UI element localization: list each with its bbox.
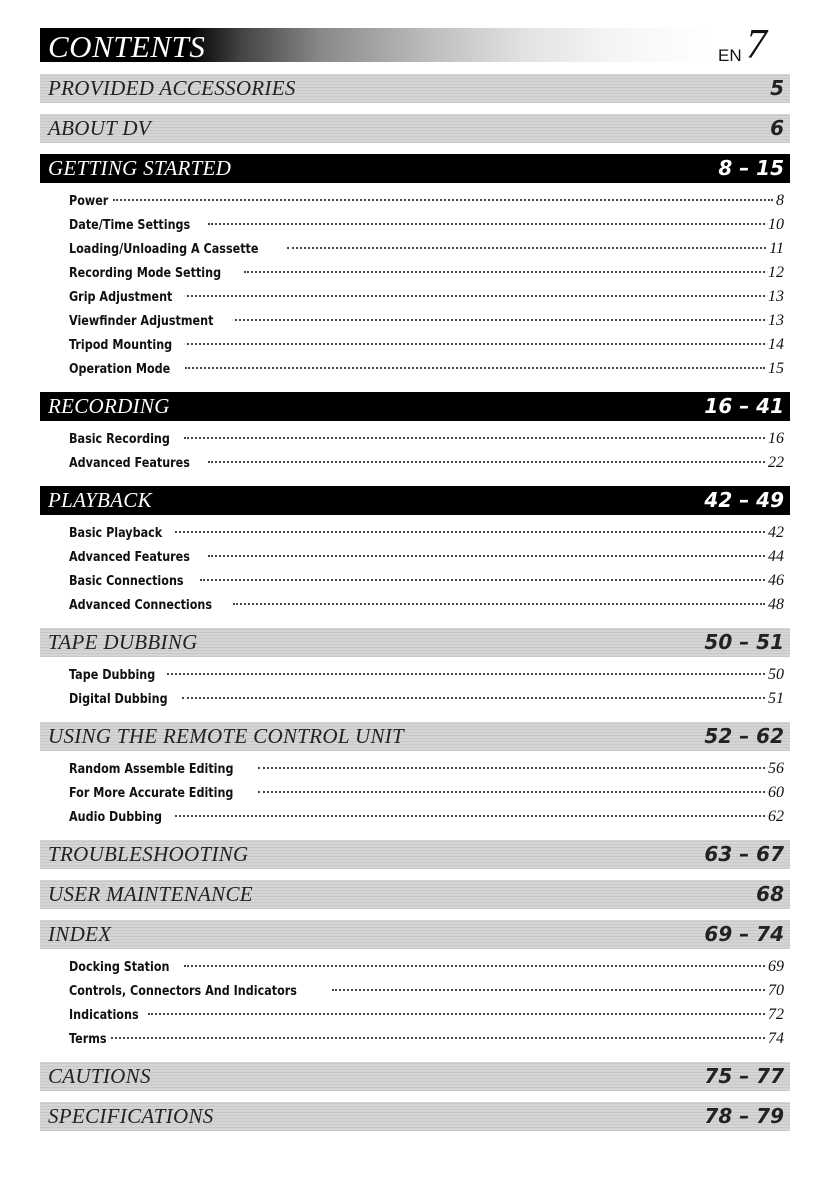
toc-entry-page: 12: [768, 264, 784, 281]
toc-entry-label: Basic Playback: [69, 526, 163, 541]
section-header[interactable]: [40, 628, 790, 657]
section-title: SPECIFICATIONS: [48, 1104, 214, 1128]
toc-entry[interactable]: [40, 213, 790, 237]
toc-entry-page: 15: [768, 360, 784, 377]
toc-entry-page: 11: [769, 240, 784, 257]
section-header[interactable]: [40, 392, 790, 421]
section-header[interactable]: [40, 114, 790, 143]
toc-entry[interactable]: [40, 979, 790, 1003]
toc-entry[interactable]: [40, 237, 790, 261]
toc-entry-label: Tape Dubbing: [69, 668, 156, 683]
section-title: USING THE REMOTE CONTROL UNIT: [48, 724, 405, 748]
toc-entry-page: 13: [768, 312, 784, 329]
toc-entry-page: 14: [768, 336, 784, 353]
section-item-list: [40, 427, 790, 475]
section-title: PROVIDED ACCESSORIES: [48, 76, 296, 100]
section-title: INDEX: [48, 922, 112, 946]
dot-leader: [332, 989, 765, 991]
section-title: TAPE DUBBING: [48, 630, 198, 654]
toc-entry-label: Date/Time Settings: [69, 218, 191, 233]
toc-entry-page: 16: [768, 430, 784, 447]
dot-leader: [233, 603, 765, 605]
dot-leader: [208, 461, 765, 463]
section-page-range: 78 – 79: [704, 1104, 784, 1128]
section-item-list: [40, 757, 790, 829]
toc-entry-label: Operation Mode: [69, 362, 171, 377]
dot-leader: [111, 1037, 765, 1039]
toc-entry-page: 62: [768, 808, 784, 825]
toc-entry-label: Tripod Mounting: [69, 338, 173, 353]
section-page-range: 68: [756, 882, 784, 906]
toc-entry-label: Advanced Features: [69, 550, 190, 565]
dot-leader: [287, 247, 766, 249]
dot-leader: [184, 965, 765, 967]
section-title: ABOUT DV: [48, 116, 151, 140]
toc-entry-label: Basic Connections: [69, 574, 184, 589]
toc-entry[interactable]: [40, 593, 790, 617]
section-header[interactable]: [40, 154, 790, 183]
dot-leader: [208, 555, 765, 557]
dot-leader: [258, 791, 765, 793]
dot-leader: [113, 199, 773, 201]
section-item-list: [40, 521, 790, 617]
toc-entry-label: Recording Mode Setting: [69, 266, 222, 281]
section-header[interactable]: [40, 880, 790, 909]
toc-entry-page: 74: [768, 1030, 784, 1047]
dot-leader: [187, 343, 765, 345]
dot-leader: [167, 673, 765, 675]
section-page-range: 63 – 67: [704, 842, 784, 866]
toc-entry[interactable]: [40, 285, 790, 309]
section-header[interactable]: [40, 920, 790, 949]
toc-entry-label: Docking Station: [69, 960, 170, 975]
toc-entry[interactable]: [40, 1003, 790, 1027]
toc-entry-page: 46: [768, 572, 784, 589]
toc-entry-label: Random Assemble Editing: [69, 762, 234, 777]
toc-entry-page: 42: [768, 524, 784, 541]
page-title: CONTENTS: [48, 29, 206, 64]
section-page-range: 16 – 41: [704, 394, 784, 418]
section-title: PLAYBACK: [48, 488, 152, 512]
dot-leader: [235, 319, 765, 321]
toc-entry-label: Audio Dubbing: [69, 810, 163, 825]
section-header[interactable]: [40, 74, 790, 103]
toc-entry[interactable]: [40, 451, 790, 475]
toc-entry[interactable]: [40, 757, 790, 781]
table-of-contents: [40, 74, 790, 1131]
toc-entry[interactable]: [40, 687, 790, 711]
toc-entry-page: 22: [768, 454, 784, 471]
section-page-range: 52 – 62: [704, 724, 784, 748]
section-title: GETTING STARTED: [48, 156, 232, 180]
section-item-list: [40, 189, 790, 381]
toc-entry-page: 69: [768, 958, 784, 975]
dot-leader: [184, 437, 765, 439]
section-item-list: [40, 663, 790, 711]
page-number: 7: [746, 22, 767, 68]
toc-entry-page: 72: [768, 1006, 784, 1023]
section-item-list: [40, 955, 790, 1051]
toc-entry-label: Digital Dubbing: [69, 692, 168, 707]
toc-entry[interactable]: [40, 309, 790, 333]
section-header[interactable]: [40, 486, 790, 515]
section-page-range: 75 – 77: [704, 1064, 784, 1088]
toc-entry[interactable]: [40, 427, 790, 451]
dot-leader: [187, 295, 765, 297]
toc-entry-page: 13: [768, 288, 784, 305]
dot-leader: [148, 1013, 765, 1015]
dot-leader: [244, 271, 765, 273]
section-title: CAUTIONS: [48, 1064, 151, 1088]
dot-leader: [175, 531, 765, 533]
toc-entry[interactable]: [40, 1027, 790, 1051]
language-code: EN: [718, 46, 742, 65]
toc-entry[interactable]: [40, 569, 790, 593]
section-title: RECORDING: [48, 394, 170, 418]
section-page-range: 5: [770, 76, 784, 100]
section-title: USER MAINTENANCE: [48, 882, 253, 906]
toc-entry[interactable]: [40, 545, 790, 569]
section-page-range: 42 – 49: [704, 488, 784, 512]
toc-entry-page: 60: [768, 784, 784, 801]
toc-entry-page: 48: [768, 596, 784, 613]
toc-entry-page: 44: [768, 548, 784, 565]
section-header[interactable]: [40, 1062, 790, 1091]
toc-entry-page: 51: [768, 690, 784, 707]
toc-entry-page: 70: [768, 982, 784, 999]
toc-entry-label: For More Accurate Editing: [69, 786, 234, 801]
toc-entry[interactable]: [40, 663, 790, 687]
page-header: [40, 24, 810, 70]
dot-leader: [185, 367, 765, 369]
toc-entry[interactable]: [40, 805, 790, 829]
section-title: TROUBLESHOOTING: [48, 842, 249, 866]
toc-entry[interactable]: [40, 357, 790, 381]
title-bar: [40, 28, 712, 62]
section-header[interactable]: [40, 722, 790, 751]
toc-entry-label: Grip Adjustment: [69, 290, 173, 305]
toc-entry-label: Controls, Connectors And Indicators: [69, 984, 297, 999]
section-header[interactable]: [40, 1102, 790, 1131]
toc-entry-page: 56: [768, 760, 784, 777]
toc-entry-label: Advanced Connections: [69, 598, 213, 613]
dot-leader: [175, 815, 765, 817]
toc-entry[interactable]: [40, 261, 790, 285]
section-page-range: 50 – 51: [704, 630, 784, 654]
dot-leader: [208, 223, 765, 225]
toc-entry-label: Terms: [69, 1032, 107, 1047]
section-header[interactable]: [40, 840, 790, 869]
section-page-range: 8 – 15: [718, 156, 784, 180]
toc-entry[interactable]: [40, 189, 790, 213]
toc-entry[interactable]: [40, 333, 790, 357]
toc-entry[interactable]: [40, 521, 790, 545]
dot-leader: [200, 579, 765, 581]
section-page-range: 6: [770, 116, 784, 140]
toc-entry[interactable]: [40, 955, 790, 979]
toc-entry-label: Basic Recording: [69, 432, 170, 447]
toc-entry-label: Indications: [69, 1008, 139, 1023]
toc-entry-page: 8: [776, 192, 784, 209]
toc-entry[interactable]: [40, 781, 790, 805]
toc-entry-label: Viewfinder Adjustment: [69, 314, 214, 329]
dot-leader: [258, 767, 765, 769]
toc-entry-label: Advanced Features: [69, 456, 190, 471]
toc-entry-page: 50: [768, 666, 784, 683]
section-page-range: 69 – 74: [704, 922, 784, 946]
dot-leader: [182, 697, 765, 699]
toc-entry-label: Power: [69, 194, 109, 209]
toc-entry-label: Loading/Unloading A Cassette: [69, 242, 259, 257]
toc-entry-page: 10: [768, 216, 784, 233]
